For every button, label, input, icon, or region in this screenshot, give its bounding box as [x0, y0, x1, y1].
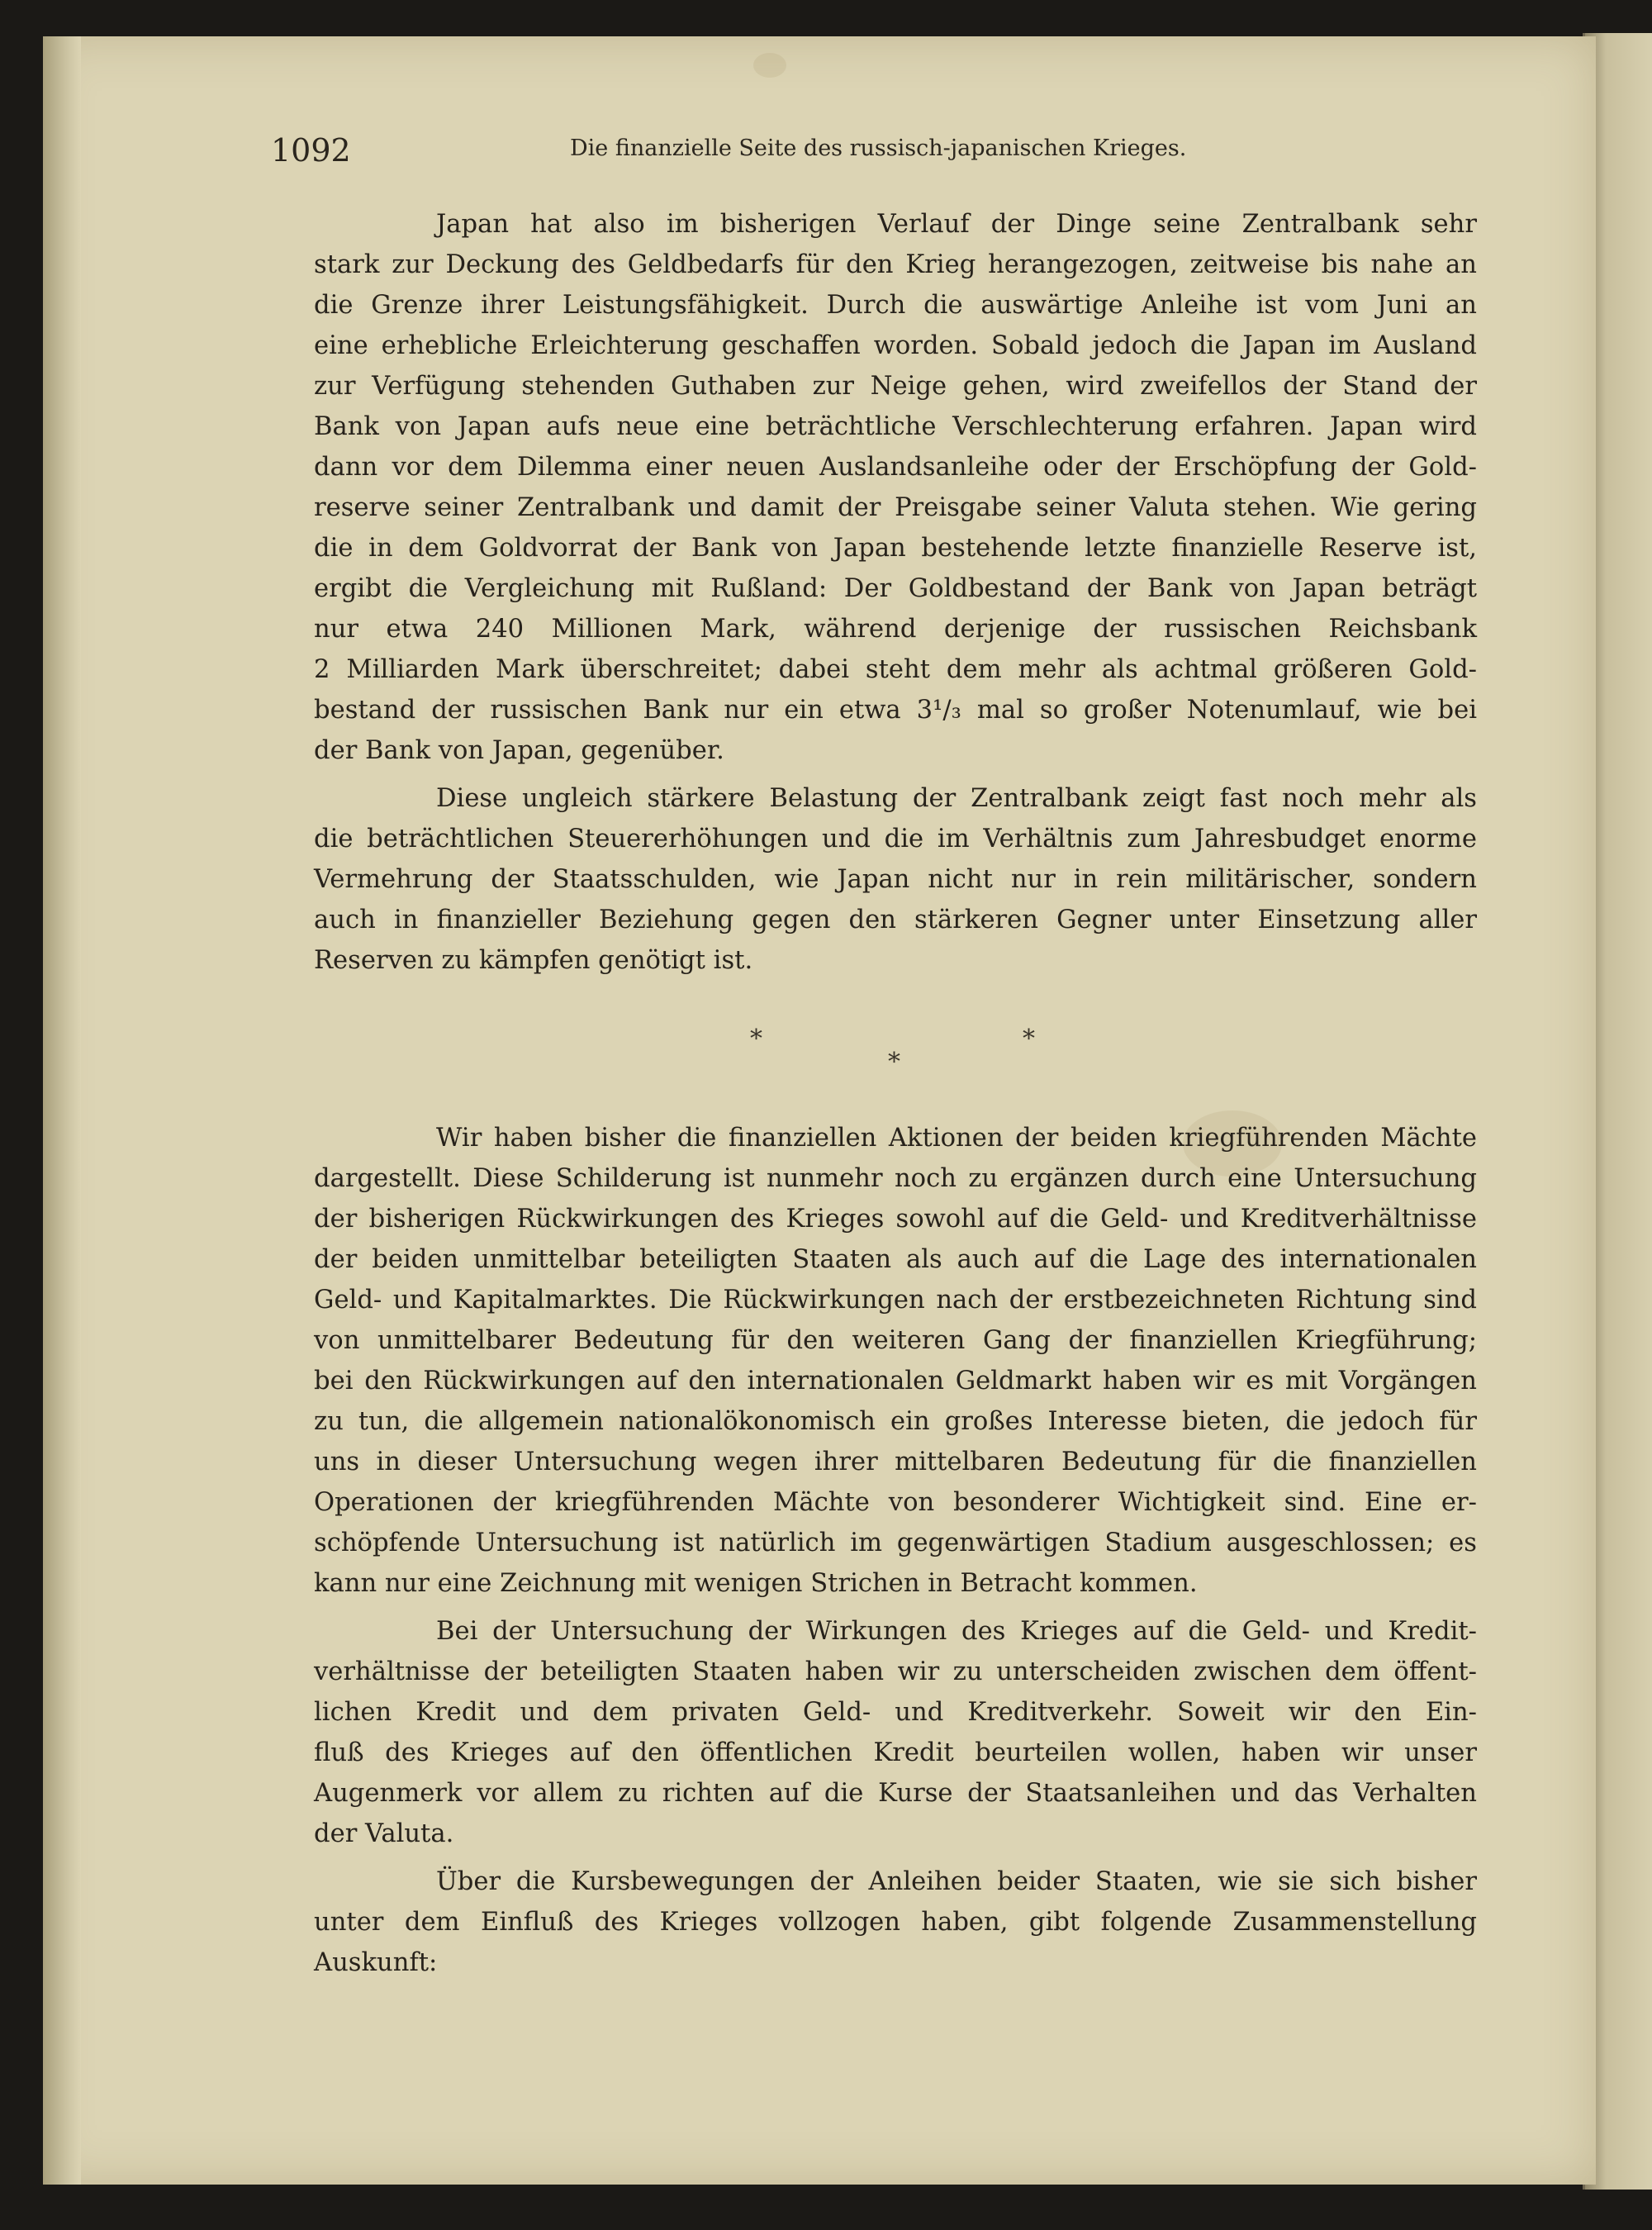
text-line: Auskunft:: [314, 1948, 438, 1977]
text-line: verhältnisse der beteiligten Staaten haben wir zu unterscheiden zwischen dem öffent-: [314, 1657, 1477, 1686]
text-line: kann nur eine Zeichnung mit wenigen Strichen in Betracht kommen.: [314, 1569, 1198, 1598]
asterisk: *: [750, 1025, 762, 1053]
text-line: uns in dieser Untersuchung wegen ihrer mittelbaren Bedeutung für die finanziellen: [314, 1448, 1477, 1476]
text-line: stark zur Deckung des Geldbedarfs für den Krieg herangezogen, zeitweise bis nahe an: [314, 250, 1477, 279]
text-line: Wir haben bisher die finanziellen Aktionen der beiden kriegführenden Mächte: [436, 1124, 1477, 1153]
text-line: fluß des Krieges auf den öffentlichen Kredit beurteilen wollen, haben wir unser: [314, 1738, 1477, 1767]
text-line: lichen Kredit und dem privaten Geld- und Kreditverkehr. Soweit wir den Ein-: [314, 1698, 1477, 1727]
text-line: Bei der Untersuchung der Wirkungen des Krieges auf die Geld- und Kredit-: [436, 1617, 1477, 1646]
section-2-text: [314, 1118, 1477, 1983]
text-line: Japan hat also im bisherigen Verlauf der Dinge seine Zentralbank sehr: [436, 210, 1477, 239]
text-line: bei den Rückwirkungen auf den internationalen Geldmarkt haben wir es mit Vorgängen: [314, 1367, 1477, 1396]
section-1-text: [314, 204, 1477, 981]
text-line: dargestellt. Diese Schilderung ist nunmehr noch zu ergänzen durch eine Untersuchung: [314, 1164, 1477, 1193]
text-line: schöpfende Untersuchung ist natürlich im gegenwärtigen Stadium ausgeschlossen; es: [314, 1529, 1477, 1557]
page-gutter-shadow: [43, 36, 81, 2185]
text-line: der bisherigen Rückwirkungen des Krieges sowohl auf die Geld- und Kreditverhältnisse: [314, 1205, 1477, 1234]
text-line: Geld- und Kapitalmarktes. Die Rückwirkungen nach der erstbezeichneten Richtung sind: [314, 1286, 1477, 1315]
text-line: unter dem Einfluß des Krieges vollzogen haben, gibt folgende Zusammenstellung: [314, 1908, 1477, 1937]
text-line: zur Verfügung stehenden Guthaben zur Neige gehen, wird zweifellos der Stand der: [314, 372, 1477, 401]
text-line: zu tun, die allgemein nationalökonomisch ein großes Interesse bieten, die jedoch für: [314, 1407, 1477, 1436]
text-line: eine erhebliche Erleichterung geschaffen worden. Sobald jedoch die Japan im Ausland: [314, 331, 1477, 360]
asterisk: *: [888, 1048, 900, 1077]
asterisk: *: [1023, 1025, 1035, 1053]
paragraph: [314, 1862, 1477, 1983]
paragraph: [314, 204, 1477, 771]
running-title: Die finanzielle Seite des russisch-japanischen Krieges.: [570, 136, 1187, 161]
text-line: Über die Kursbewegungen der Anleihen beider Staaten, wie sie sich bisher: [436, 1867, 1477, 1896]
text-line: der Valuta.: [314, 1819, 454, 1848]
text-line: bestand der russischen Bank nur ein etwa 3¹/₃ mal so großer Notenumlauf, wie bei: [314, 696, 1477, 725]
paragraph: [314, 1611, 1477, 1854]
text-line: Vermehrung der Staatsschulden, wie Japan nicht nur in rein militärischer, sondern: [314, 865, 1477, 894]
text-line: 2 Milliarden Mark überschreitet; dabei steht dem mehr als achtmal größeren Gold-: [314, 655, 1477, 684]
text-line: die beträchtlichen Steuererhöhungen und die im Verhältnis zum Jahresbudget enorme: [314, 825, 1477, 853]
text-line: die in dem Goldvorrat der Bank von Japan bestehende letzte finanzielle Reserve ist,: [314, 534, 1477, 563]
text-line: von unmittelbarer Bedeutung für den weiteren Gang der finanziellen Kriegführung;: [314, 1326, 1477, 1355]
text-line: dann vor dem Dilemma einer neuen Auslandsanleihe oder der Erschöpfung der Gold-: [314, 453, 1477, 482]
text-line: Diese ungleich stärkere Belastung der Zentralbank zeigt fast noch mehr als: [436, 784, 1477, 813]
text-line: Augenmerk vor allem zu richten auf die Kurse der Staatsanleihen und das Verhalten: [314, 1779, 1477, 1808]
paragraph: [314, 1118, 1477, 1604]
text-line: auch in finanzieller Beziehung gegen den stärkeren Gegner unter Einsetzung aller: [314, 906, 1477, 934]
text-line: nur etwa 240 Millionen Mark, während derjenige der russischen Reichsbank: [314, 615, 1477, 644]
text-line: der beiden unmittelbar beteiligten Staaten als auch auf die Lage des internationalen: [314, 1245, 1477, 1274]
paragraph: [314, 778, 1477, 981]
text-line: der Bank von Japan, gegenüber.: [314, 736, 724, 765]
paper-stain: [753, 53, 786, 78]
text-line: Bank von Japan aufs neue eine beträchtliche Verschlechterung erfahren. Japan wird: [314, 412, 1477, 441]
text-line: Operationen der kriegführenden Mächte von besonderer Wichtigkeit sind. Eine er-: [314, 1488, 1477, 1517]
text-line: die Grenze ihrer Leistungsfähigkeit. Durch die auswärtige Anleihe ist vom Juni an: [314, 291, 1477, 320]
text-line: reserve seiner Zentralbank und damit der Preisgabe seiner Valuta stehen. Wie gering: [314, 493, 1477, 522]
text-line: ergibt die Vergleichung mit Rußland: Der Goldbestand der Bank von Japan beträgt: [314, 574, 1477, 603]
page-number: 1092: [271, 132, 351, 169]
text-line: Reserven zu kämpfen genötigt ist.: [314, 946, 753, 975]
